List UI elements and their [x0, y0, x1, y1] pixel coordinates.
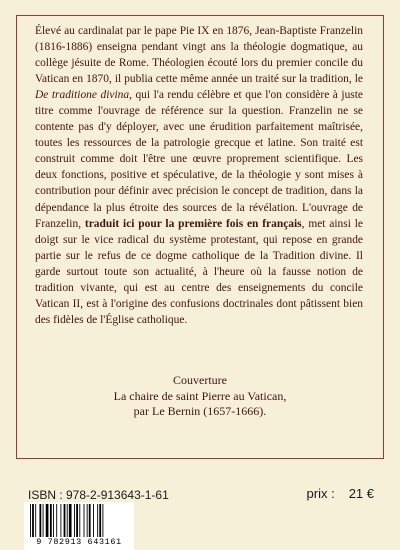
translation-highlight: traduit ici pour la première fois en français: [84, 217, 302, 230]
blurb-text-middle: , qui l'a rendu célèbre et que l'on considère à juste titre comme l'ouvrage de référence sur la question. Franzelin ne se contente pas d'y déployer, avec une érudition parfaitement maîtrisée, toutes les ressources de la patrologie grecque et latine. Son traité est construit comme doit l'être une œuvre proprement scientifique. Les deux fonctions, positive et spéculative, de la théologie y sont mises à contribution pour définir avec précision le concept de tradition, dans la dépendance la plus étroite des sources de la révélation. L'ouvrage de Franzelin,: [35, 89, 363, 230]
barcode: [24, 502, 134, 550]
caption-artwork-title: La chaire de saint Pierre au Vatican,: [113, 388, 287, 403]
isbn-label: ISBN : 978-2-913643-1-61: [28, 488, 169, 502]
blurb-paragraph: [35, 23, 363, 328]
back-cover-blurb: [35, 23, 363, 328]
price-value: 21 €: [348, 486, 374, 501]
price-label: prix :: [306, 486, 335, 501]
blurb-text-intro: Élevé au cardinalat par le pape Pie IX en 1876, Jean-Baptiste Franzelin (1816-1886) enseigna pendant vingt ans la théologie dogmatique, au collège jésuite de Rome. Théologien écouté lors du premier concile du Vatican en 1870, il publia cette même année un traité sur la tradition, le: [35, 25, 363, 86]
blurb-text-end: , met ainsi le doigt sur le vice radical du système protestant, qui repose en grande partie sur le refus de ce dogme catholique de la Tradition divine. Il garde surtout toute son actualité, à l'heure où la fausse notion de tradition vivante, qui est au centre des enseignements du concile Vatican II, est à l'origine des confusions doctrinales dont pâtissent bien des fidèles de l'Église catholique.: [35, 217, 363, 326]
barcode-digits: 9 782913 643161: [24, 537, 134, 547]
book-title-italic: De traditione divina: [35, 89, 130, 102]
caption-artist: par Le Bernin (1657-1666).: [133, 404, 267, 418]
cover-caption: [25, 373, 375, 420]
caption-heading: Couverture: [173, 373, 227, 387]
price-tag: [307, 486, 374, 501]
